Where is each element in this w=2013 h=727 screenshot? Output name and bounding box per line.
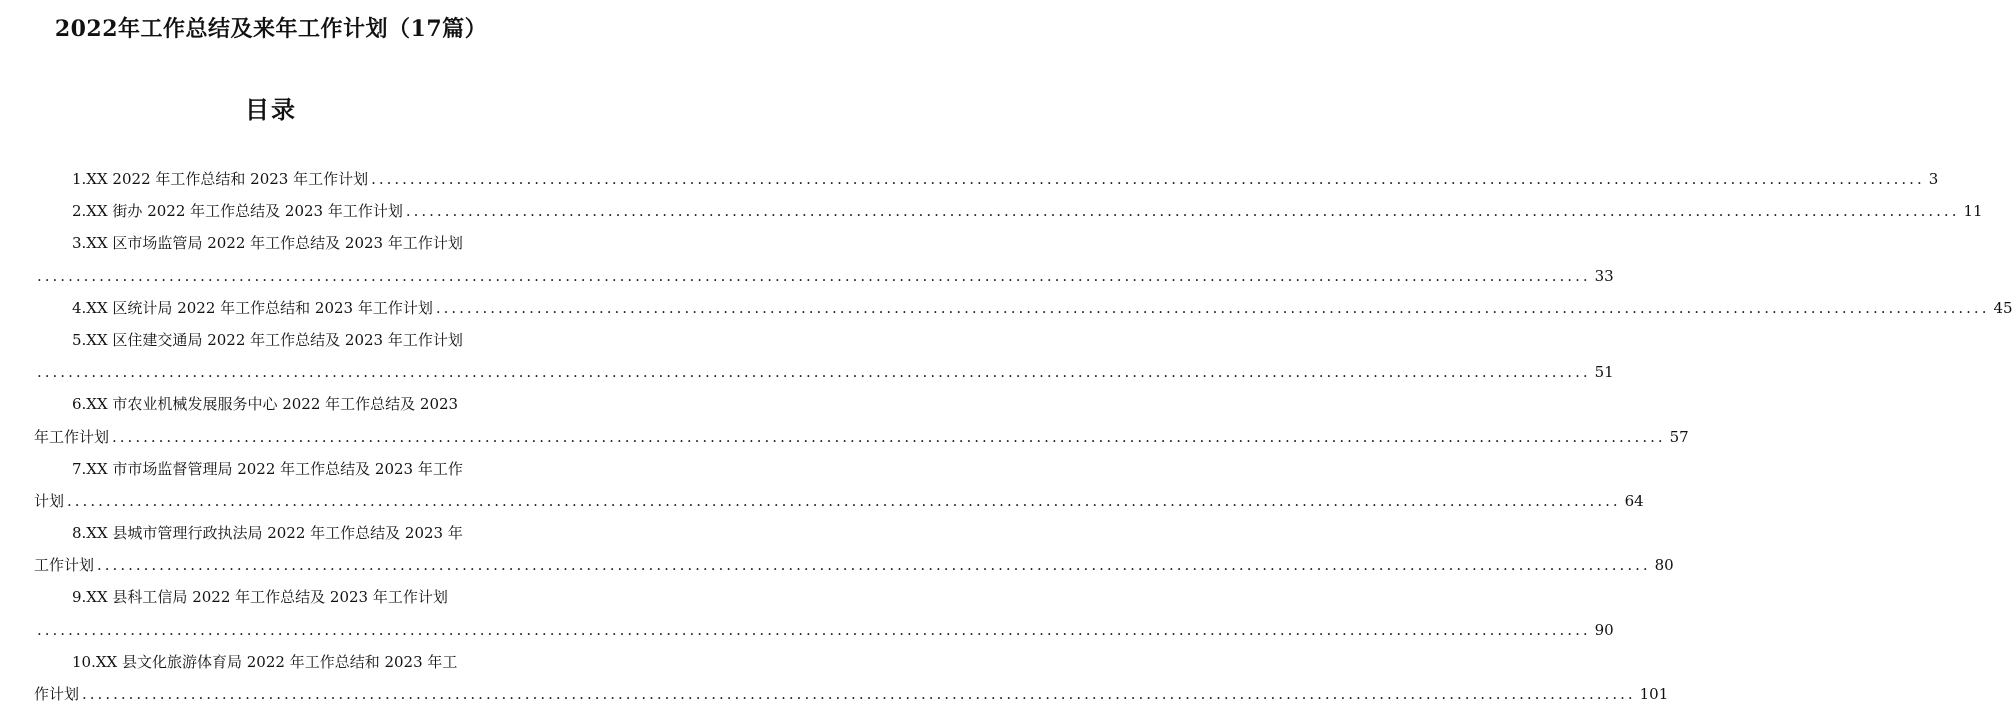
toc-entry-line bbox=[34, 260, 1614, 292]
toc-page-number: 101 bbox=[1639, 685, 1669, 703]
toc-entry[interactable] bbox=[34, 453, 1644, 517]
toc-entry[interactable] bbox=[34, 646, 1669, 710]
toc-leader-dots: ........................................................................................................................................................................................................ bbox=[37, 363, 1591, 382]
toc-entry-line bbox=[34, 195, 1983, 227]
toc-leader-dots: ........................................................................................................................................................................................................ bbox=[435, 298, 1990, 317]
toc-entry-title: 3.XX 区市场监管局 2022 年工作总结及 2023 年工作计划 bbox=[72, 234, 463, 253]
toc-entry-line bbox=[34, 581, 520, 613]
toc-entry-title: 9.XX 县科工信局 2022 年工作总结及 2023 年工作计划 bbox=[72, 588, 448, 607]
toc-leader-dots: ........................................................................................................................................................................................................ bbox=[112, 427, 1666, 446]
toc-entry-line bbox=[34, 292, 2013, 324]
toc-page-number: 80 bbox=[1654, 556, 1674, 575]
toc-leader-dots: ........................................................................................................................................................................................................ bbox=[37, 620, 1591, 639]
toc-entry-line bbox=[34, 678, 1669, 710]
toc-entry[interactable] bbox=[34, 195, 1983, 227]
toc-entry[interactable] bbox=[34, 163, 1939, 195]
toc-entry-line bbox=[34, 614, 1614, 646]
toc-entry-title: 工作计划 bbox=[34, 556, 95, 575]
toc-page-number: 64 bbox=[1624, 491, 1644, 510]
table-of-contents bbox=[34, 163, 2013, 710]
toc-page-number: 57 bbox=[1669, 427, 1689, 446]
toc-entry-line bbox=[34, 163, 1939, 195]
toc-leader-dots: ........................................................................................................................................................................................................ bbox=[67, 491, 1621, 510]
toc-entry-line bbox=[34, 324, 520, 356]
toc-entry-title: 计划 bbox=[34, 491, 65, 510]
toc-entry-line bbox=[34, 356, 1614, 388]
toc-entry-title: 10.XX 县文化旅游体育局 2022 年工作总结和 2023 年工 bbox=[72, 652, 458, 671]
toc-entry-title: 年工作计划 bbox=[34, 427, 110, 446]
toc-leader-dots: ........................................................................................................................................................................................................ bbox=[37, 266, 1591, 285]
toc-leader-dots: ........................................................................................................................................................................................................ bbox=[97, 556, 1651, 575]
document-title: 2022年工作总结及来年工作计划（17篇） bbox=[54, 16, 488, 42]
toc-entry-line bbox=[34, 517, 520, 549]
toc-entry-title: 作计划 bbox=[34, 685, 80, 703]
toc-entry-line bbox=[34, 549, 1674, 581]
toc-entry[interactable] bbox=[34, 517, 1674, 581]
toc-entry-title: 7.XX 市市场监督管理局 2022 年工作总结及 2023 年工作 bbox=[72, 459, 463, 478]
toc-leader-dots: ........................................................................................................................................................................................................ bbox=[371, 170, 1925, 188]
toc-entry[interactable] bbox=[34, 581, 1614, 645]
toc-page-number: 11 bbox=[1963, 202, 1983, 221]
toc-entry-title: 5.XX 区住建交通局 2022 年工作总结及 2023 年工作计划 bbox=[72, 330, 463, 349]
toc-page-number: 51 bbox=[1594, 363, 1614, 382]
toc-entry-title: 6.XX 市农业机械发展服务中心 2022 年工作总结及 2023 bbox=[72, 395, 459, 414]
toc-entry-title: 4.XX 区统计局 2022 年工作总结和 2023 年工作计划 bbox=[72, 298, 433, 317]
toc-entry-title: 8.XX 县城市管理行政执法局 2022 年工作总结及 2023 年 bbox=[72, 524, 463, 543]
toc-page-number: 33 bbox=[1594, 266, 1614, 285]
toc-entry-line bbox=[34, 388, 520, 420]
toc-heading: 目录 bbox=[245, 95, 297, 124]
toc-entry-line bbox=[34, 421, 1689, 453]
toc-page-number: 45 bbox=[1993, 298, 2013, 317]
toc-entry[interactable] bbox=[34, 388, 1689, 452]
toc-entry[interactable] bbox=[34, 227, 1614, 291]
toc-entry-title: 2.XX 街办 2022 年工作总结及 2023 年工作计划 bbox=[72, 202, 403, 221]
toc-leader-dots: ........................................................................................................................................................................................................ bbox=[405, 202, 1960, 221]
toc-entry-line bbox=[34, 646, 520, 678]
toc-entry-line bbox=[34, 453, 520, 485]
toc-page-number: 3 bbox=[1928, 170, 1939, 188]
toc-entry[interactable] bbox=[34, 324, 1614, 388]
toc-entry[interactable] bbox=[34, 292, 2013, 324]
toc-entry-line bbox=[34, 485, 1644, 517]
toc-page-number: 90 bbox=[1594, 620, 1614, 639]
toc-entry-line bbox=[34, 227, 520, 259]
toc-leader-dots: ........................................................................................................................................................................................................ bbox=[82, 685, 1636, 703]
toc-entry-title: 1.XX 2022 年工作总结和 2023 年工作计划 bbox=[72, 170, 369, 188]
